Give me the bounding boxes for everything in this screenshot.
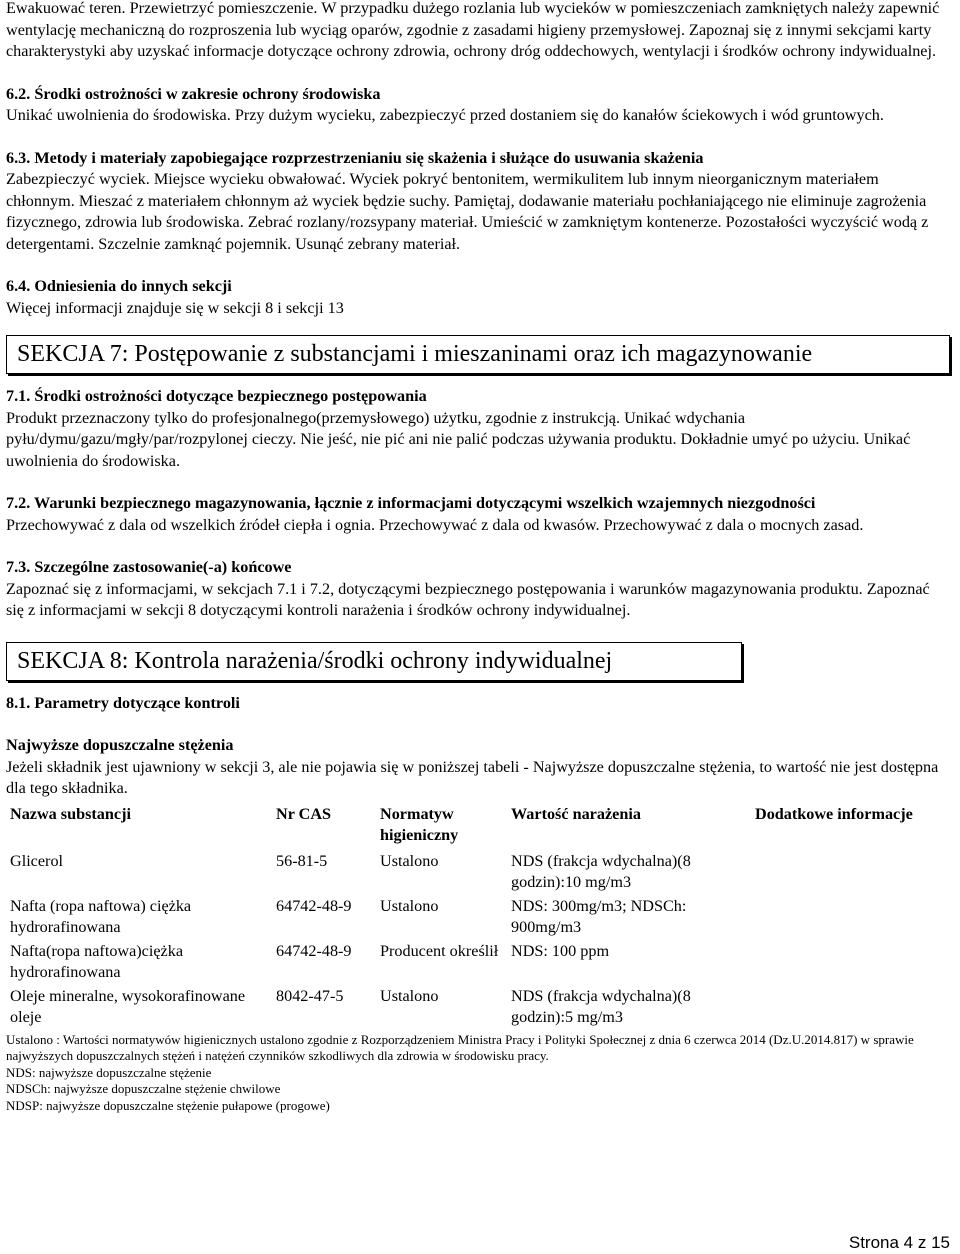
table-row xyxy=(6,941,946,986)
note-ustalono: Ustalono : Wartości normatywów higienicznych ustalono zgodnie z Rozporządzeniem Ministra Pracy i Polityki Społecznej z dnia 6 czerwca 2014 (Dz.U.2014.817) w sprawie najwyższych dopuszczalnych stężeń i natężeń czynników szkodliwych dla zdrowia w środowisku pracy. xyxy=(6,1031,914,1063)
cell-value: NDS (frakcja wdychalna)(8 godzin):10 mg/m3 xyxy=(511,851,691,891)
note-ndsch: NDSCh: najwyższe dopuszczalne stężenie chwilowe xyxy=(6,1081,281,1096)
cell-value: NDS: 300mg/m3; NDSCh: 900mg/m3 xyxy=(511,896,687,936)
cell-substance: Nafta (ropa naftowa) ciężka hydrorafinowana xyxy=(10,896,192,936)
heading-7-3: 7.3. Szczególne zastosowanie(-a) końcowe xyxy=(6,558,292,576)
col-substance-name: Nazwa substancji xyxy=(10,804,131,823)
note-ndsp: NDSP: najwyższe dopuszczalne stężenie pułapowe (progowe) xyxy=(6,1097,330,1113)
section-7-title: SEKCJA 7: Postępowanie z substancjami i mieszaninami oraz ich magazynowanie xyxy=(6,335,950,374)
cell-cas: 8042-47-5 xyxy=(276,986,344,1005)
note-nds: NDS: najwyższe dopuszczalne stężenie xyxy=(6,1064,212,1080)
cell-info xyxy=(751,896,946,941)
heading-7-1: 7.1. Środki ostrożności dotyczące bezpiecznego postępowania xyxy=(6,387,427,405)
heading-6-4: 6.4. Odniesienia do innych sekcji xyxy=(6,277,232,295)
col-hygiene-standard: Normatyw higieniczny xyxy=(380,804,459,844)
cell-cas: 56-81-5 xyxy=(276,851,328,870)
cell-info xyxy=(751,941,946,986)
cell-info xyxy=(751,851,946,896)
col-cas-number: Nr CAS xyxy=(276,804,332,823)
table-row xyxy=(6,986,946,1031)
cell-value: NDS (frakcja wdychalna)(8 godzin):5 mg/m3 xyxy=(511,986,691,1026)
section-8-title: SEKCJA 8: Kontrola narażenia/środki ochrony indywidualnej xyxy=(6,642,742,681)
text-6-4: Więcej informacji znajduje się w sekcji 8 i sekcji 13 xyxy=(6,298,344,317)
cell-cas: 64742-48-9 xyxy=(276,941,352,960)
text-6-3: Zabezpieczyć wyciek. Miejsce wycieku obwałować. Wyciek pokryć bentonitem, wermikulitem lub innym nieorganicznym materiałem chłonnym. Mieszać z materiałem chłonnym aż wyciek będzie suchy. Pamiętaj, dodawanie materiału pochłaniającego nie eliminuje zagrożenia fizycznego, zdrowia lub środowiska. Zebrać rozlany/rozsypany materiał. Umieścić w zamkniętym kontenerze. Pozostałości wyczyścić wodą z detergentami. Szczelnie zamknąć pojemnik. Usunąć zebrany materiał. xyxy=(6,170,929,253)
cell-substance: Nafta(ropa naftowa)ciężka hydrorafinowana xyxy=(10,941,184,981)
cell-standard: Producent określił xyxy=(380,941,499,960)
text-7-1: Produkt przeznaczony tylko do profesjonalnego(przemysłowego) użytku, zgodnie z instrukcją. Unikać wdychania pyłu/dymu/gazu/mgły/par/rozpylonej cieczy. Nie jeść, nie pić ani nie palić podczas używania produktu. Dokładnie umyć po użyciu. Unikać uwolnienia do środowiska. xyxy=(6,408,911,470)
table-header-row xyxy=(6,804,946,851)
heading-6-2: 6.2. Środki ostrożności w zakresie ochrony środowiska xyxy=(6,84,381,103)
text-6-2: Unikać uwolnienia do środowiska. Przy dużym wycieku, zabezpieczyć przed dostaniem się do kanałów ściekowych i wód gruntowych. xyxy=(6,106,884,124)
cell-value: NDS: 100 ppm xyxy=(511,941,610,960)
cell-standard: Ustalono xyxy=(380,896,439,915)
col-exposure-value: Wartość narażenia xyxy=(511,804,641,823)
text-7-3: Zapoznać się z informacjami, w sekcjach 7.1 i 7.2, dotyczącymi bezpiecznego postępowania i warunków magazynowania produktu. Zapoznać się z informacjami w sekcji 8 dotyczącymi kontroli narażenia i środków ochrony indywidualnej. xyxy=(6,579,930,619)
cell-standard: Ustalono xyxy=(380,986,439,1005)
heading-8-1: 8.1. Parametry dotyczące kontroli xyxy=(6,693,240,712)
table-row xyxy=(6,896,946,941)
cell-substance: Glicerol xyxy=(10,851,64,870)
heading-7-2: 7.2. Warunki bezpiecznego magazynowania, łącznie z informacjami dotyczącymi wszelkich wzajemnych niezgodności xyxy=(6,494,816,512)
cell-info xyxy=(751,986,946,1031)
sds-page xyxy=(6,0,950,1114)
exposure-limits-table xyxy=(6,804,946,1031)
cell-standard: Ustalono xyxy=(380,851,439,870)
page-number: Strona 4 z 15 xyxy=(848,1233,950,1252)
nds-text: Jeżeli składnik jest ujawniony w sekcji 3, ale nie pojawia się w poniższej tabeli - Najwyższe dopuszczalne stężenia, to wartość nie jest dostępna dla tego składnika. xyxy=(6,757,939,797)
nds-heading: Najwyższe dopuszczalne stężenia xyxy=(6,736,234,754)
heading-6-3: 6.3. Metody i materiały zapobiegające rozprzestrzenianiu się skażenia i służące do usuwania skażenia xyxy=(6,148,704,167)
table-notes xyxy=(6,1032,950,1115)
text-7-2: Przechowywać z dala od wszelkich źródeł ciepła i ognia. Przechowywać z dala od kwasów. Przechowywać z dala o mocnych zasad. xyxy=(6,515,864,534)
col-additional-info: Dodatkowe informacje xyxy=(755,804,913,823)
cell-substance: Oleje mineralne, wysokorafinowane oleje xyxy=(10,986,246,1026)
section-6-1-continuation: Ewakuować teren. Przewietrzyć pomieszczenie. W przypadku dużego rozlania lub wycieków w pomieszczeniach zamkniętych należy zapewnić wentylację mechaniczną do rozproszenia lub wyciąg oparów, zgodnie z zasadami higieny przemysłowej. Zapoznaj się z innymi sekcjami karty charakterystyki aby uzyskać informacje dotyczące ochrony zdrowia, ochrony dróg oddechowych, wentylacji i środków ochrony indywidualnej. xyxy=(6,0,940,60)
table-row xyxy=(6,851,946,896)
cell-cas: 64742-48-9 xyxy=(276,896,352,915)
